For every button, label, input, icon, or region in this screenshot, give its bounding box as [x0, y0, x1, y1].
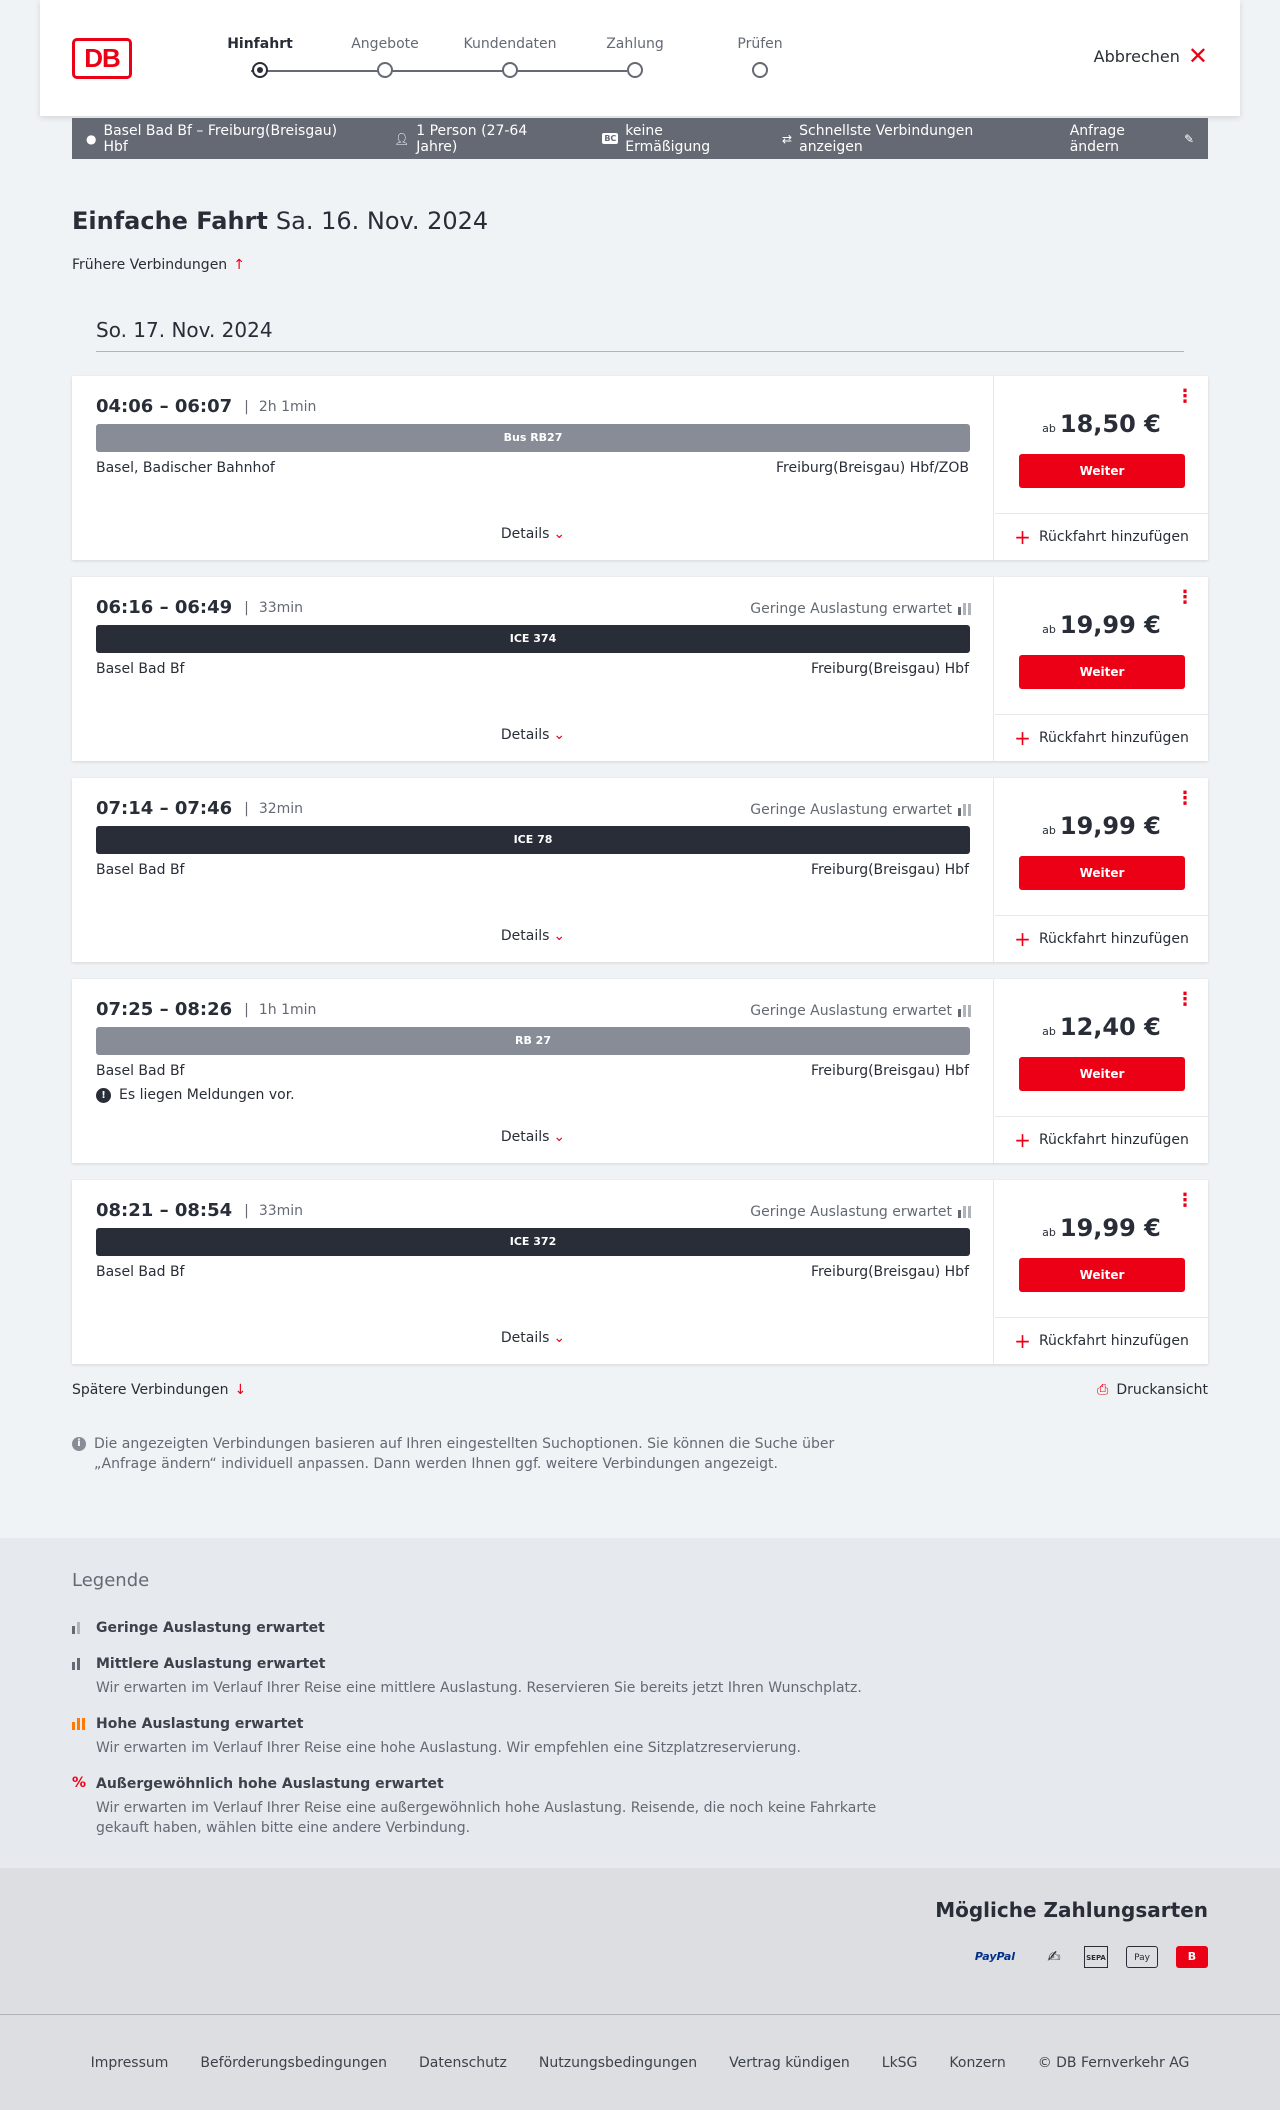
service-message — [96, 1087, 295, 1103]
payment-title: Mögliche Zahlungsarten — [935, 1898, 1208, 1922]
step-label: Zahlung — [606, 36, 664, 52]
load-low-icon — [72, 1622, 80, 1634]
more-options-icon[interactable]: ⋮ — [1176, 788, 1194, 809]
connection-card — [72, 376, 1208, 560]
legend-item-title: Mittlere Auslastung erwartet — [96, 1656, 326, 1672]
price-panel — [995, 376, 1208, 560]
legend-item-title: Geringe Auslastung erwartet — [96, 1620, 325, 1636]
connection-card — [72, 1180, 1208, 1364]
details-label: Details — [500, 1330, 550, 1346]
duration: 33min — [258, 1202, 304, 1219]
print-view-link[interactable] — [1097, 1382, 1208, 1398]
duration: 32min — [258, 800, 304, 817]
price-panel — [995, 979, 1208, 1163]
discount-text: keine Ermäßigung — [625, 122, 711, 155]
continue-button[interactable]: Weiter — [1019, 1057, 1185, 1091]
duration: 1h 1min — [258, 1001, 317, 1018]
legend-item-high — [72, 1716, 892, 1758]
db-logo[interactable]: DB — [72, 38, 132, 79]
divider: | — [244, 1202, 249, 1219]
trip-type: Einfache Fahrt — [72, 207, 268, 235]
connection-times — [96, 396, 316, 417]
later-label: Spätere Verbindungen — [72, 1382, 229, 1398]
connection-info[interactable] — [72, 577, 994, 761]
legend-item-desc: Wir erwarten im Verlauf Ihrer Reise eine hohe Auslastung. Wir empfehlen eine Sitzplatzreservierung. — [96, 1740, 801, 1756]
legend-item-very-high — [72, 1776, 892, 1838]
add-return-trip-button[interactable] — [995, 714, 1208, 761]
legend-title: Legende — [72, 1570, 150, 1591]
connection-info[interactable] — [72, 1180, 994, 1364]
more-options-icon[interactable]: ⋮ — [1176, 989, 1194, 1010]
route-text: Basel Bad Bf – Freiburg(Breisgau) Hbf — [103, 122, 338, 155]
connection-times — [96, 1200, 303, 1221]
connection-card — [72, 979, 1208, 1163]
train-bar: ICE 372 — [96, 1228, 970, 1256]
edit-label: Anfrage ändern — [1069, 122, 1125, 155]
location-pin-icon: ● — [86, 131, 97, 146]
price — [995, 1214, 1208, 1242]
legend-item-title: Außergewöhnlich hohe Auslastung erwartet — [96, 1776, 444, 1792]
add-return-trip-button[interactable] — [995, 1317, 1208, 1364]
continue-button[interactable]: Weiter — [1019, 1258, 1185, 1292]
plus-icon: + — [1014, 927, 1031, 951]
occupancy-info — [750, 1204, 971, 1220]
passengers-text: 1 Person (27-64 Jahre) — [416, 122, 528, 155]
stepper-line — [251, 70, 627, 72]
price-panel — [995, 778, 1208, 962]
chevron-down-icon: ⌄ — [553, 526, 566, 542]
page-title — [72, 207, 488, 235]
payment-methods-section — [0, 1868, 1280, 2014]
info-text: Die angezeigten Verbindungen basieren auf Ihren eingestellten Suchoptionen. Sie können die Suche über „Anfrage ändern“ individuell anpassen. Dann werden Ihnen ggf. weitere Verbindungen angezeigt. — [94, 1436, 835, 1472]
origin-station: Basel Bad Bf — [96, 661, 185, 677]
details-toggle[interactable] — [72, 1330, 994, 1346]
info-icon: i — [72, 1437, 86, 1451]
divider: | — [244, 800, 249, 817]
alert-icon: ! — [96, 1088, 111, 1103]
paypal-icon: PayPal — [974, 1950, 1016, 1963]
occupancy-text: Geringe Auslastung erwartet — [750, 601, 952, 617]
person-icon: 👤︎ — [394, 131, 410, 146]
details-label: Details — [500, 727, 550, 743]
continue-button[interactable]: Weiter — [1019, 454, 1185, 488]
destination-station: Freiburg(Breisgau) Hbf — [810, 862, 969, 878]
option-text: Schnellste Verbindungen anzeigen — [799, 122, 974, 155]
bahncard-icon: BC — [604, 134, 617, 143]
booking-stepper — [210, 36, 783, 86]
connection-info[interactable] — [72, 376, 994, 560]
return-label: Rückfahrt hinzufügen — [1038, 529, 1189, 545]
bahn-bonus-icon: B — [1176, 1946, 1208, 1968]
load-low-icon — [958, 804, 971, 816]
origin-station: Basel Bad Bf — [96, 1063, 185, 1079]
payment-icons — [966, 1946, 1208, 1968]
price-value: 19,99 € — [1059, 1214, 1161, 1242]
departure-arrival: 08:21 – 08:54 — [96, 1200, 233, 1221]
pencil-icon: ✎ — [1183, 131, 1194, 146]
details-toggle[interactable] — [72, 526, 994, 542]
legend-item-medium — [72, 1656, 892, 1698]
summary-route — [86, 123, 362, 155]
price-value: 18,50 € — [1059, 410, 1161, 438]
step-hinfahrt[interactable] — [210, 36, 310, 56]
cancel-label: Abbrechen — [1093, 46, 1180, 66]
departure-arrival: 07:25 – 08:26 — [96, 999, 233, 1020]
printer-icon: ⎙ — [1097, 1382, 1109, 1398]
step-label: Hinfahrt — [227, 36, 293, 52]
more-options-icon[interactable]: ⋮ — [1176, 1190, 1194, 1211]
destination-station: Freiburg(Breisgau) Hbf — [810, 1264, 969, 1280]
footer-link-konzern[interactable]: Konzern — [949, 2055, 1006, 2071]
message-text: Es liegen Meldungen vor. — [119, 1087, 295, 1103]
add-return-trip-button[interactable] — [995, 513, 1208, 560]
step-dot — [752, 62, 768, 78]
more-options-icon[interactable]: ⋮ — [1176, 587, 1194, 608]
step-dot — [502, 62, 518, 78]
train-bar: RB 27 — [96, 1027, 970, 1055]
load-low-icon — [958, 1005, 971, 1017]
departure-arrival: 04:06 – 06:07 — [96, 396, 233, 417]
credit-card-icon: ✍ — [1047, 1947, 1061, 1966]
details-toggle[interactable] — [72, 727, 994, 743]
day-separator: So. 17. Nov. 2024 — [96, 318, 1184, 352]
occupancy-info — [750, 601, 971, 617]
step-label: Angebote — [351, 36, 419, 52]
departure-arrival: 06:16 – 06:49 — [96, 597, 233, 618]
connection-card — [72, 577, 1208, 761]
continue-button[interactable]: Weiter — [1019, 856, 1185, 890]
add-return-trip-button[interactable] — [995, 915, 1208, 962]
return-label: Rückfahrt hinzufügen — [1038, 1132, 1189, 1148]
details-toggle[interactable] — [72, 928, 994, 944]
footer-link-datenschutz[interactable]: Datenschutz — [418, 2055, 507, 2071]
price-prefix: ab — [1042, 1226, 1056, 1239]
chevron-down-icon: ⌄ — [553, 928, 566, 944]
legend-item-desc: Wir erwarten im Verlauf Ihrer Reise eine außergewöhnlich hohe Auslastung. Reisende, die noch keine Fahrkarte gekauft haben, wählen bitte eine andere Verbindung. — [96, 1800, 877, 1836]
origin-station: Basel Bad Bf — [96, 862, 185, 878]
occupancy-info — [750, 1003, 971, 1019]
step-pruefen — [710, 36, 810, 56]
later-connections-link[interactable] — [72, 1382, 246, 1398]
train-bar: ICE 78 — [96, 826, 970, 854]
plus-icon: + — [1014, 525, 1031, 549]
earlier-connections-link[interactable] — [72, 257, 245, 273]
print-label: Druckansicht — [1116, 1382, 1208, 1398]
summary-passengers — [394, 123, 570, 155]
close-icon: ✕ — [1187, 42, 1208, 70]
chevron-down-icon: ⌄ — [553, 1330, 566, 1346]
legend-item-desc: Wir erwarten im Verlauf Ihrer Reise eine mittlere Auslastung. Reservieren Sie bereits jetzt Ihren Wunschplatz. — [96, 1680, 862, 1696]
origin-station: Basel Bad Bf — [96, 1264, 185, 1280]
earlier-label: Frühere Verbindungen — [72, 257, 228, 273]
details-label: Details — [500, 1129, 550, 1145]
connection-times — [96, 999, 316, 1020]
header — [40, 0, 1240, 116]
legend-item-low — [72, 1620, 892, 1636]
sepa-icon: SEPA — [1084, 1946, 1108, 1968]
step-label: Prüfen — [737, 36, 783, 52]
details-toggle[interactable] — [72, 1129, 994, 1145]
price-prefix: ab — [1042, 1025, 1056, 1038]
search-summary-bar — [72, 118, 1208, 159]
price-value: 12,40 € — [1059, 1013, 1161, 1041]
price — [995, 611, 1208, 639]
destination-station: Freiburg(Breisgau) Hbf/ZOB — [776, 460, 969, 476]
details-label: Details — [500, 526, 550, 542]
add-return-trip-button[interactable] — [995, 1116, 1208, 1163]
legend-item-title: Hohe Auslastung erwartet — [96, 1716, 304, 1732]
step-label: Kundendaten — [463, 36, 557, 52]
return-label: Rückfahrt hinzufügen — [1038, 1333, 1189, 1349]
price — [995, 1013, 1208, 1041]
footer-link-lksg[interactable]: LkSG — [881, 2055, 918, 2071]
summary-option — [782, 123, 1038, 155]
price-panel — [995, 577, 1208, 761]
duration: 33min — [258, 599, 304, 616]
arrow-down-icon: ↓ — [234, 1382, 247, 1398]
train-bar: ICE 374 — [96, 625, 970, 653]
footer — [0, 2014, 1280, 2110]
summary-discount — [602, 123, 750, 155]
apple-pay-icon: Pay — [1126, 1946, 1158, 1968]
plus-icon: + — [1014, 1128, 1031, 1152]
train-bar: Bus RB27 — [96, 424, 970, 452]
step-dot — [627, 62, 643, 78]
more-options-icon[interactable]: ⋮ — [1176, 386, 1194, 407]
load-low-icon — [958, 1206, 971, 1218]
divider: | — [244, 398, 249, 415]
occupancy-text: Geringe Auslastung erwartet — [750, 1003, 952, 1019]
departure-arrival: 07:14 – 07:46 — [96, 798, 233, 819]
return-label: Rückfahrt hinzufügen — [1038, 931, 1189, 947]
step-angebote — [335, 36, 435, 56]
connection-times — [96, 597, 303, 618]
origin-station: Basel, Badischer Bahnhof — [96, 460, 275, 476]
plus-icon: + — [1014, 1329, 1031, 1353]
footer-link-befoerderungsbedingungen[interactable]: Beförderungsbedingungen — [200, 2055, 387, 2071]
footer-link-vertrag-kuendigen[interactable]: Vertrag kündigen — [729, 2055, 850, 2071]
chevron-down-icon: ⌄ — [553, 1129, 566, 1145]
connection-info[interactable] — [72, 778, 994, 962]
connection-info[interactable] — [72, 979, 994, 1163]
cancel-button[interactable] — [1093, 42, 1208, 70]
price-value: 19,99 € — [1059, 812, 1161, 840]
arrow-up-icon: ↑ — [233, 257, 245, 273]
divider: | — [244, 599, 249, 616]
footer-copyright: © DB Fernverkehr AG — [1037, 2055, 1190, 2071]
load-medium-icon — [72, 1658, 80, 1670]
occupancy-text: Geringe Auslastung erwartet — [750, 802, 952, 818]
trip-date: Sa. 16. Nov. 2024 — [275, 207, 489, 235]
footer-link-nutzungsbedingungen[interactable]: Nutzungsbedingungen — [538, 2055, 698, 2071]
plus-icon: + — [1014, 726, 1031, 750]
price — [995, 812, 1208, 840]
footer-links — [0, 2055, 1280, 2071]
price-panel — [995, 1180, 1208, 1364]
price-prefix: ab — [1042, 422, 1056, 435]
details-label: Details — [500, 928, 550, 944]
chevron-down-icon: ⌄ — [553, 727, 566, 743]
occupancy-info — [750, 802, 971, 818]
swap-icon: ⇄ — [782, 131, 793, 146]
divider: | — [244, 1001, 249, 1018]
price — [995, 410, 1208, 438]
occupancy-text: Geringe Auslastung erwartet — [750, 1204, 952, 1220]
step-dot — [377, 62, 393, 78]
footer-link-impressum[interactable]: Impressum — [90, 2055, 169, 2071]
step-kundendaten — [460, 36, 560, 56]
price-prefix: ab — [1042, 623, 1056, 636]
destination-station: Freiburg(Breisgau) Hbf — [810, 661, 969, 677]
return-label: Rückfahrt hinzufügen — [1038, 730, 1189, 746]
step-dot — [252, 62, 268, 78]
connection-times — [96, 798, 303, 819]
continue-button[interactable]: Weiter — [1019, 655, 1185, 689]
price-value: 19,99 € — [1059, 611, 1161, 639]
duration: 2h 1min — [258, 398, 317, 415]
edit-request-button[interactable] — [1070, 123, 1194, 155]
price-prefix: ab — [1042, 824, 1056, 837]
connection-card — [72, 778, 1208, 962]
load-high-icon — [72, 1718, 85, 1730]
destination-station: Freiburg(Breisgau) Hbf — [810, 1063, 969, 1079]
load-very-high-icon: % — [72, 1775, 87, 1791]
search-info-note — [72, 1434, 852, 1474]
step-zahlung — [585, 36, 685, 56]
load-low-icon — [958, 603, 971, 615]
legend-section — [0, 1538, 1280, 1868]
